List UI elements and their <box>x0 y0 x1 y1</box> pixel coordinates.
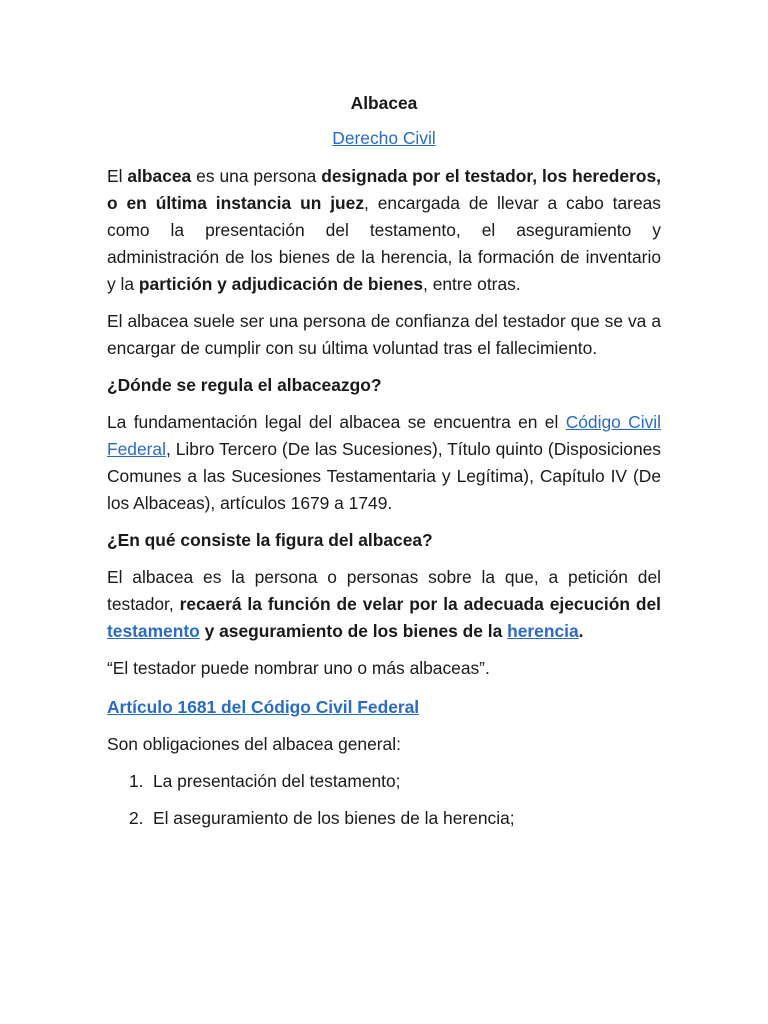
p4-text-1: El albacea es la persona o personas sobre la que, a petición del testador, <box>107 567 661 614</box>
heading-figura: ¿En qué consiste la figura del albacea? <box>107 530 433 550</box>
obligations-list <box>107 768 661 832</box>
list-item-text: El aseguramiento de los bienes de la herencia; <box>153 808 515 828</box>
paragraph-definition <box>107 163 661 298</box>
list-item <box>107 768 661 795</box>
p3-text-1: La fundamentación legal del albacea se encuentra en el <box>107 412 566 432</box>
quote-testador: “El testador puede nombrar uno o más albaceas”. <box>107 658 490 678</box>
obligations-intro: Son obligaciones del albacea general: <box>107 734 401 754</box>
p4-bold-3: . <box>578 621 584 641</box>
paragraph-confianza: El albacea suele ser una persona de confianza del testador que se va a encargar de cumplir con su última voluntad tras el fallecimiento. <box>107 311 661 358</box>
testamento-link[interactable]: testamento <box>107 621 200 641</box>
document-title: Albacea <box>350 93 418 113</box>
p3-text-2: , Libro Tercero (De las Sucesiones), Título quinto (Disposiciones Comunes a las Sucesiones Testamentaria y Legítima), Capítulo IV (De los Albaceas), artículos 1679 a 1749. <box>107 439 661 513</box>
p1-text-4: , entre otras. <box>423 274 521 294</box>
article-link-container <box>107 694 661 721</box>
p4-bold-1: recaerá la función de velar por la adecuada ejecución del <box>179 594 661 614</box>
paragraph-fundamentacion <box>107 409 661 517</box>
paragraph-figura <box>107 564 661 645</box>
heading-regulacion: ¿Dónde se regula el albaceazgo? <box>107 375 382 395</box>
derecho-civil-link[interactable]: Derecho Civil <box>332 128 436 148</box>
p1-text-3: , encargada de llevar a cabo tareas como la presentación del testamento, el aseguramiento y administración de los bienes de la herencia, la formación de inventario y la <box>107 193 661 294</box>
p1-bold-albacea: albacea <box>127 166 192 186</box>
articulo-1681-link[interactable]: Artículo 1681 del Código Civil Federal <box>107 697 420 717</box>
p1-bold-designada: designada por el testador, los herederos, o en última instancia un juez <box>107 166 661 213</box>
list-item-text: La presentación del testamento; <box>153 771 401 791</box>
p1-bold-particion: partición y adjudicación de bienes <box>138 274 424 294</box>
document-page <box>107 90 661 842</box>
p1-text-2: es una persona <box>191 166 322 186</box>
list-item-number: 2. <box>129 808 144 828</box>
subtitle-container <box>107 125 661 152</box>
list-item-number: 1. <box>129 771 144 791</box>
codigo-civil-federal-link[interactable]: Código Civil Federal <box>107 412 661 459</box>
list-item <box>107 805 661 832</box>
p1-text-1: El <box>107 166 128 186</box>
herencia-link[interactable]: herencia <box>507 621 579 641</box>
p4-bold-2: y aseguramiento de los bienes de la <box>199 621 508 641</box>
